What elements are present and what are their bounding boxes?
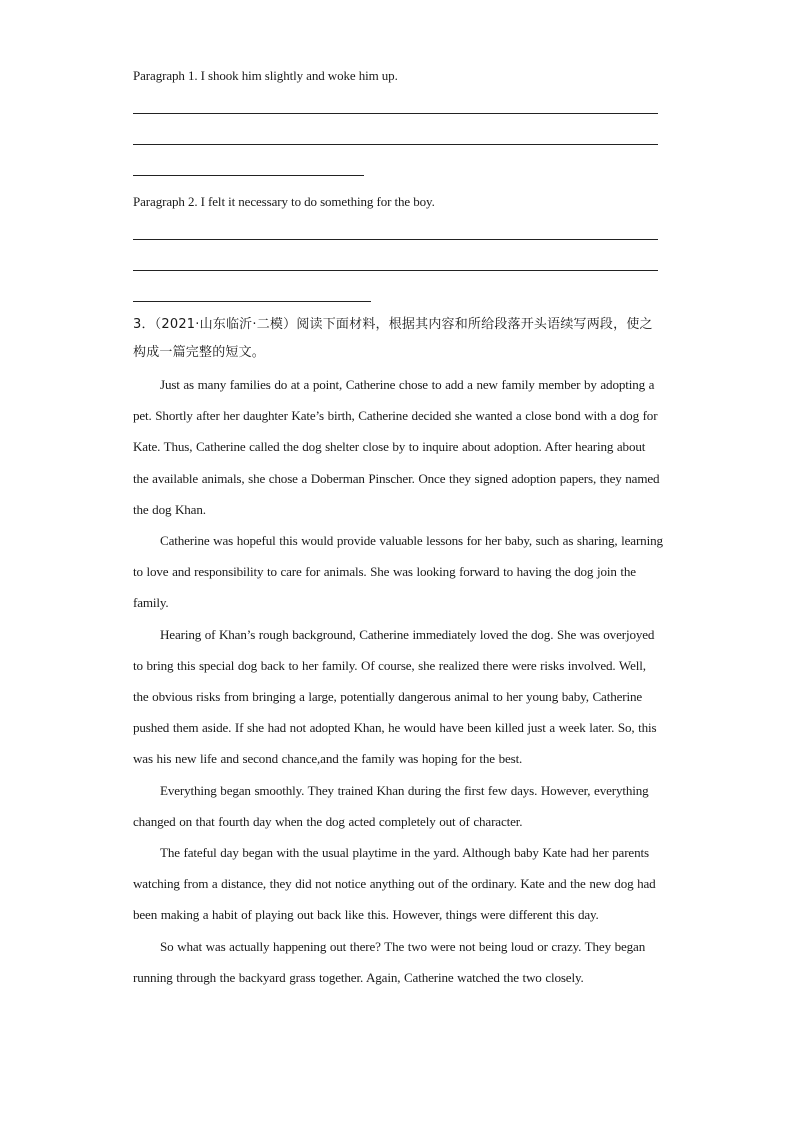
passage-paragraph: Just as many families do at a point, Catherine chose to add a new family member by adopting a pet. Shortly after her daughter Kate’s birth, Catherine decided she wanted a close bond with a dog for Kate. Thus, Catherine called the dog shelter close by to inquire about adoption. After hearing about the available animals, she chose a Doberman Pinscher. Once they signed adoption papers, they named the dog Khan. bbox=[133, 377, 660, 517]
answer-line[interactable] bbox=[133, 113, 658, 114]
answer-line[interactable] bbox=[133, 301, 371, 302]
answer-line[interactable] bbox=[133, 144, 658, 145]
passage-paragraph: So what was actually happening out there? The two were not being loud or crazy. They began running through the backyard grass together. Again, Catherine watched the two closely. bbox=[133, 938, 646, 985]
passage-paragraph: Everything began smoothly. They trained Khan during the first few days. However, everything changed on that fourth day when the dog acted completely out of character. bbox=[133, 782, 649, 829]
question-header: 3．（2021·山东临沂·二模）阅读下面材料，根据其内容和所给段落开头语续写两段，使之构成一篇完整的短文。 bbox=[133, 317, 653, 360]
reading-passage bbox=[133, 369, 663, 993]
passage-paragraph: Catherine was hopeful this would provide valuable lessons for her baby, such as sharing, learning to love and responsibility to care for animals. She was looking forward to having the dog join the family. bbox=[133, 533, 663, 611]
answer-line[interactable] bbox=[133, 270, 658, 271]
paragraph-1-prompt: Paragraph 1. I shook him slightly and woke him up. bbox=[133, 68, 398, 83]
document-page bbox=[133, 62, 663, 993]
passage-paragraph: Hearing of Khan’s rough background, Catherine immediately loved the dog. She was overjoyed to bring this special dog back to her family. Of course, she realized there were risks involved. Well, the obvious risks from bringing a large, potentially dangerous animal to her young baby, Catherine pushed them aside. If she had not adopted Khan, he would have been killed just a week later. So, this was his new life and second chance,and the family was hoping for the best. bbox=[133, 626, 657, 767]
paragraph-2-prompt: Paragraph 2. I felt it necessary to do something for the boy. bbox=[133, 194, 435, 209]
answer-line[interactable] bbox=[133, 175, 364, 176]
answer-line[interactable] bbox=[133, 239, 658, 240]
passage-paragraph: The fateful day began with the usual playtime in the yard. Although baby Kate had her parents watching from a distance, they did not notice anything out of the ordinary. Kate and the new dog had been making a habit of playing out back like this. However, things were different this day. bbox=[133, 845, 656, 923]
